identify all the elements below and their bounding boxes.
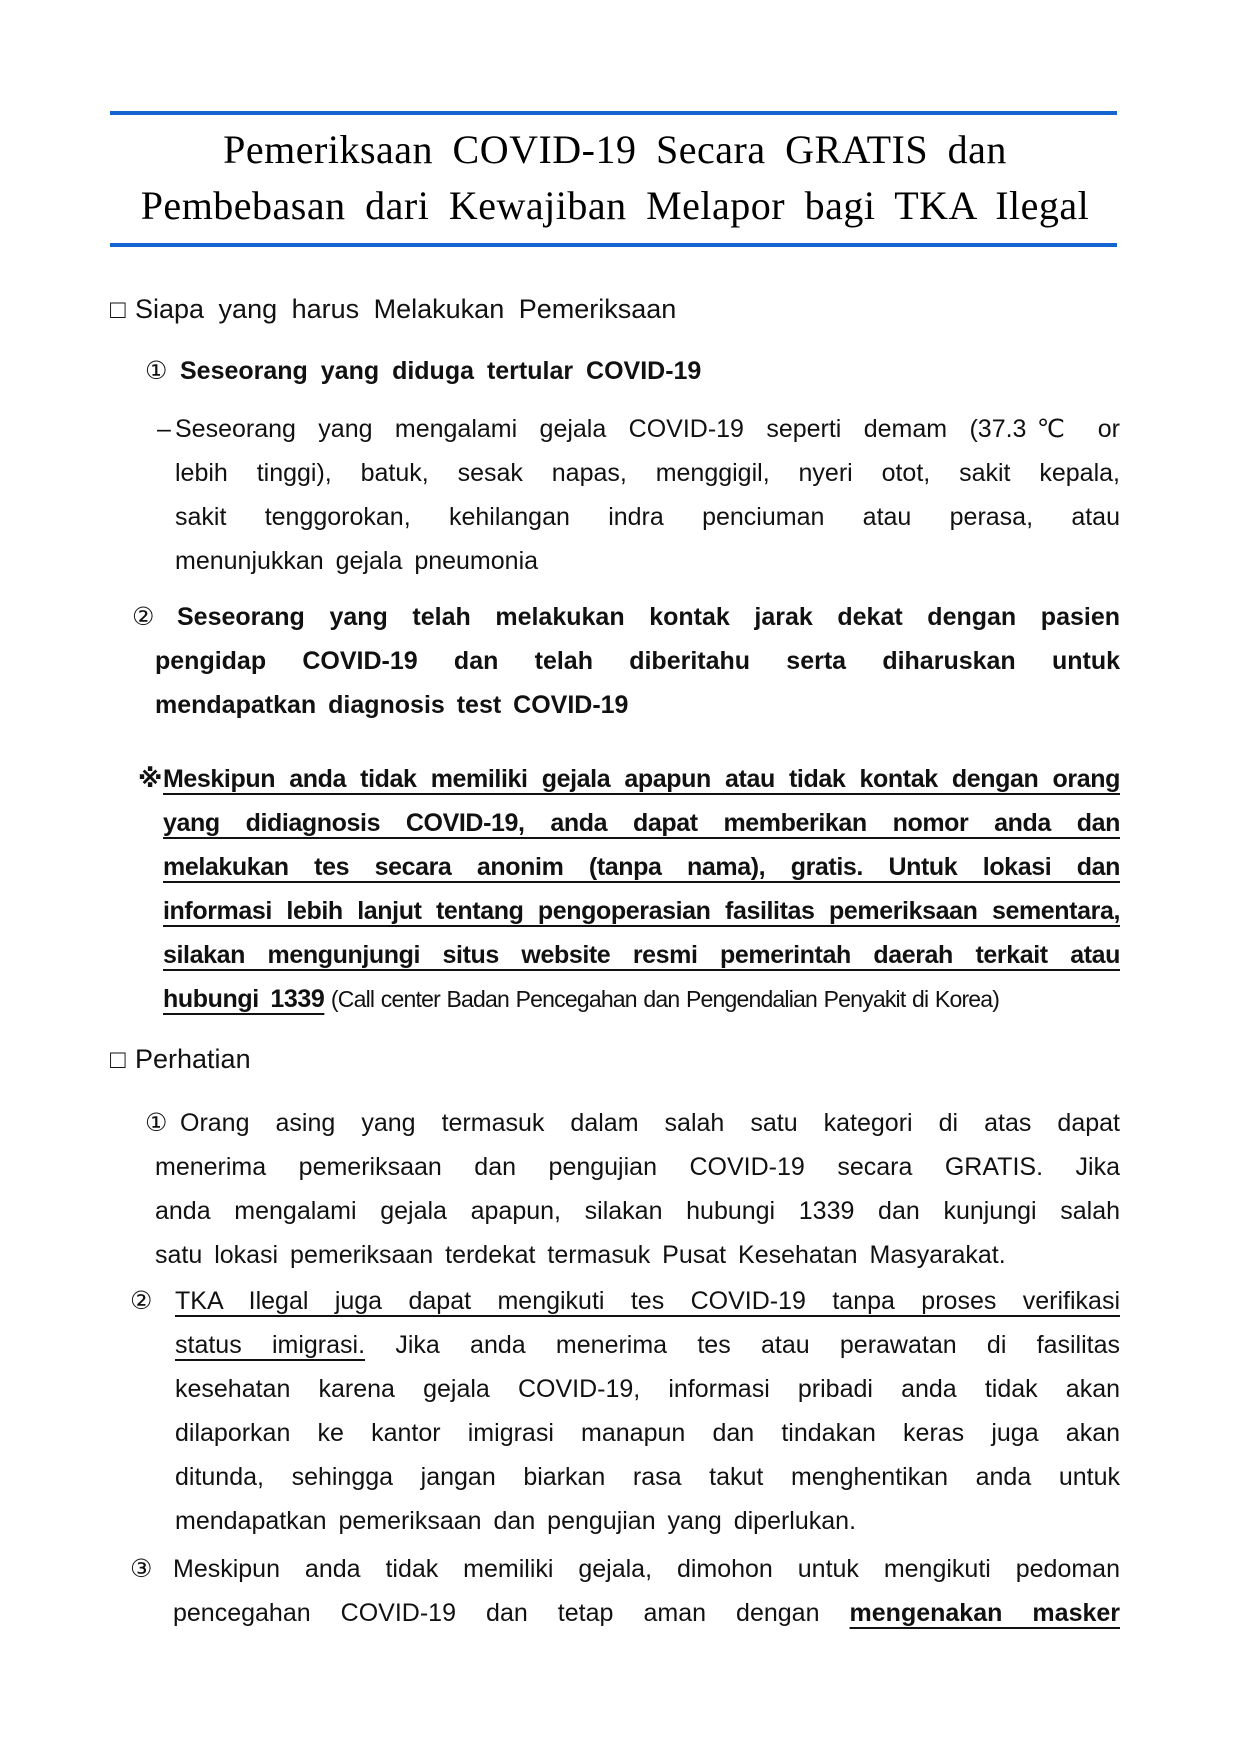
text-segment: status imigrasi. bbox=[175, 1331, 366, 1359]
document-title-line2: Pembebasan dari Kewajiban Melapor bagi TKA Ilegal bbox=[140, 183, 1090, 228]
list-item-text bbox=[175, 407, 1120, 583]
text-segment: mendapatkan pemeriksaan dan pengujian yang diperlukan. bbox=[175, 1507, 857, 1535]
text-segment: Seseorang yang telah melakukan kontak jarak dekat dengan pasien bbox=[177, 603, 1120, 631]
text-segment: kesehatan karena gejala COVID-19, informasi pribadi anda tidak akan bbox=[175, 1375, 1120, 1403]
list-item-illegal-workers bbox=[110, 1279, 1120, 1543]
heading-text bbox=[135, 287, 1120, 331]
text-line bbox=[155, 1101, 1120, 1145]
text-line bbox=[175, 407, 1120, 451]
text-line bbox=[163, 977, 1120, 1021]
text-line bbox=[155, 639, 1120, 683]
list-item-prevention-guideline bbox=[110, 1547, 1120, 1635]
text-line bbox=[155, 1233, 1120, 1277]
list-item-symptoms-detail bbox=[110, 407, 1120, 583]
list-item-suspected-case bbox=[110, 349, 1120, 393]
dash-bullet-icon: – bbox=[157, 415, 171, 443]
text-line bbox=[155, 1189, 1120, 1233]
heading-text bbox=[135, 1037, 1120, 1081]
text-segment: yang didiagnosis COVID-19, anda dapat memberikan nomor anda dan bbox=[163, 809, 1120, 837]
title-rule-bottom bbox=[110, 243, 1117, 247]
circled-2-icon: ② bbox=[130, 1287, 153, 1315]
list-item-text bbox=[175, 1279, 1120, 1543]
list-item-text bbox=[155, 1101, 1120, 1277]
text-segment: Seseorang yang mengalami gejala COVID-19 seperti demam (37.3℃ or bbox=[175, 415, 1120, 443]
section-heading-attention bbox=[110, 1037, 1120, 1081]
text-line bbox=[175, 539, 1120, 583]
square-bullet-icon: □ bbox=[110, 294, 126, 324]
text-line bbox=[175, 451, 1120, 495]
circled-1-icon: ① bbox=[145, 1109, 168, 1137]
text-line bbox=[175, 1411, 1120, 1455]
text-line bbox=[175, 1455, 1120, 1499]
text-segment: Seseorang yang diduga tertular COVID-19 bbox=[180, 357, 702, 385]
text-line bbox=[163, 757, 1120, 801]
text-segment: Perhatian bbox=[135, 1044, 251, 1074]
text-segment: TKA Ilegal juga dapat mengikuti tes COVID-19 tanpa proses verifikasi bbox=[175, 1287, 1120, 1315]
text-segment: Jika anda menerima tes atau perawatan di fasilitas bbox=[365, 1331, 1121, 1359]
text-line bbox=[175, 495, 1120, 539]
list-item-text bbox=[155, 595, 1120, 727]
text-line bbox=[155, 1145, 1120, 1189]
list-item-text bbox=[180, 349, 1120, 393]
text-segment: mendapatkan diagnosis test COVID-19 bbox=[155, 691, 629, 719]
text-line bbox=[175, 1499, 1120, 1543]
text-segment: Siapa yang harus Melakukan Pemeriksaan bbox=[135, 294, 677, 324]
text-segment: pencegahan COVID-19 dan tetap aman dengan bbox=[173, 1599, 850, 1627]
text-line bbox=[175, 1367, 1120, 1411]
text-line bbox=[180, 349, 1120, 393]
note-anonymous-testing bbox=[110, 757, 1120, 1021]
circled-1-icon: ① bbox=[145, 357, 168, 385]
text-line bbox=[175, 1323, 1120, 1367]
text-line bbox=[135, 287, 1120, 331]
text-line bbox=[173, 1547, 1120, 1591]
text-segment: anda mengalami gejala apapun, silakan hubungi 1339 dan kunjungi salah bbox=[155, 1197, 1120, 1225]
text-line bbox=[163, 933, 1120, 977]
text-segment: ditunda, sehingga jangan biarkan rasa takut menghentikan anda untuk bbox=[175, 1463, 1120, 1491]
text-segment: informasi lebih lanjut tentang pengoperasian fasilitas pemeriksaan sementara, bbox=[163, 897, 1120, 925]
list-item-text bbox=[173, 1547, 1120, 1635]
circled-3-icon: ③ bbox=[130, 1555, 153, 1583]
document-content bbox=[110, 0, 1120, 1635]
text-line bbox=[163, 845, 1120, 889]
text-segment: pengidap COVID-19 dan telah diberitahu serta diharuskan untuk bbox=[155, 647, 1120, 675]
text-segment: mengenakan masker bbox=[849, 1599, 1121, 1627]
text-line bbox=[155, 683, 1120, 727]
text-segment: dilaporkan ke kantor imigrasi manapun dan tindakan keras juga akan bbox=[175, 1419, 1120, 1447]
text-segment: Meskipun anda tidak memiliki gejala apapun atau tidak kontak dengan orang bbox=[163, 765, 1120, 793]
text-segment: sakit tenggorokan, kehilangan indra penciuman atau perasa, atau bbox=[175, 503, 1120, 531]
text-segment: menunjukkan gejala pneumonia bbox=[175, 547, 539, 575]
section-heading-who-must-test bbox=[110, 287, 1120, 331]
text-line bbox=[135, 1037, 1120, 1081]
text-line bbox=[163, 889, 1120, 933]
text-segment: lebih tinggi), batuk, sesak napas, menggigil, nyeri otot, sakit kepala, bbox=[175, 459, 1120, 487]
title-block bbox=[110, 111, 1120, 247]
reference-mark-icon: ※ bbox=[138, 765, 162, 793]
text-segment: satu lokasi pemeriksaan terdekat termasuk Pusat Kesehatan Masyarakat. bbox=[155, 1241, 1006, 1269]
text-segment: silakan mengunjungi situs website resmi pemerintah daerah terkait atau bbox=[163, 941, 1120, 969]
text-segment: hubungi 1339 bbox=[163, 985, 325, 1013]
text-segment: Meskipun anda tidak memiliki gejala, dimohon untuk mengikuti pedoman bbox=[173, 1555, 1120, 1583]
document-title-line1: Pemeriksaan COVID-19 Secara GRATIS dan bbox=[223, 127, 1007, 172]
text-segment: (Call center Badan Pencegahan dan Pengendalian Penyakit di Korea) bbox=[324, 986, 1000, 1012]
text-segment: Orang asing yang termasuk dalam salah satu kategori di atas dapat bbox=[180, 1109, 1120, 1137]
text-line bbox=[175, 1279, 1120, 1323]
text-line bbox=[163, 801, 1120, 845]
circled-2-icon: ② bbox=[132, 603, 155, 631]
list-item-close-contact bbox=[110, 595, 1120, 727]
note-text bbox=[163, 757, 1120, 1021]
text-segment: menerima pemeriksaan dan pengujian COVID-19 secara GRATIS. Jika bbox=[155, 1153, 1120, 1181]
list-item-free-testing bbox=[110, 1101, 1120, 1277]
square-bullet-icon: □ bbox=[110, 1044, 126, 1074]
document-title bbox=[110, 115, 1120, 243]
text-segment: melakukan tes secara anonim (tanpa nama), gratis. Untuk lokasi dan bbox=[163, 853, 1120, 881]
text-line bbox=[155, 595, 1120, 639]
text-line bbox=[173, 1591, 1120, 1635]
